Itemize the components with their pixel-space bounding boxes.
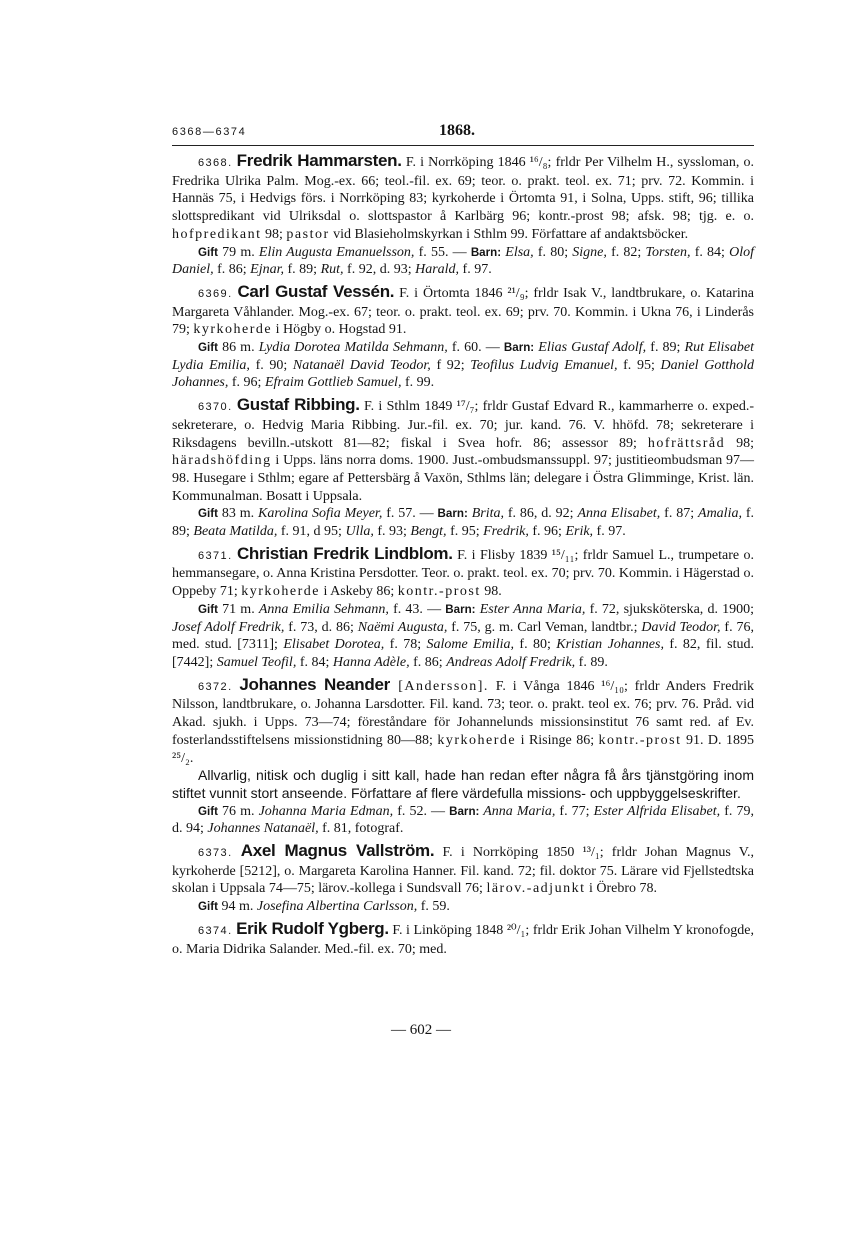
family-line: Gift 71 m. Anna Emilia Sehmann, f. 43. — Barn: Ester Anna Maria, f. 72, sjuksköterska, d. 1900; Josef Adolf Fredrik, f. 73, d. 86; Naëmi Augusta, f. 75, g. m. Carl Veman, landtbr.; David Teodor, f. 76, med. stud. [7311]; Elisabet Dorotea, f. 78; Salome Emilia, f. 80; Kristian Johannes, f. 82, fil. stud. [7442]; Samuel Teofil, f. 84; Hanna Adèle, f. 86; Andreas Adolf Fredrik, f. 89. (172, 601, 755, 670)
page-number: — 602 — (391, 1022, 451, 1038)
family-line: Gift 83 m. Karolina Sofia Meyer, f. 57. — Barn: Brita, f. 86, d. 92; Anna Elisabet, f. 87; Amalia, f. 89; Beata Matilda, f. 91, d 95; Ulla, f. 93; Bengt, f. 95; Fredrik, f. 96; Erik, f. 97. (172, 506, 755, 540)
entry-bio: 6374. Erik Rudolf Ygberg. F. i Linköping 1848 ²⁰/₁; frldr Erik Johan Vilhelm Y kronofogde, o. Maria Didrika Salander. Med.-fil. ex. 70; med. (172, 918, 755, 957)
entry-number: 6373. (198, 847, 233, 860)
entry-number: 6368. (198, 157, 233, 169)
entry-bio: 6370. Gustaf Ribbing. F. i Sthlm 1849 ¹⁷/₇; frldr Gustaf Edvard R., kammarherre o. exped.-sekreterare, o. Hedvig Maria Ribbing. Jur.-fil. ex. 70; jur. kand. 76. V. hhöfd. 78; sekreterare i Riksdagens bevilln.-utskott 81—82; fiskal i Svea hofr. 86; assessor 89; hofrättsråd 98; häradshöfding i Upps. läns norra doms. 1900. Just.-ombudsmanssuppl. 97; justitieombudsman 97—98. Husegare i Sthlm; egare af Pettersbärg å Vaxön, Sthlms län; delegare i Östra Glimminge, Krist. län. Kommunalman. Bosatt i Uppsala. (172, 395, 755, 504)
entries-column (172, 152, 754, 962)
entry-number: 6372. (198, 680, 233, 693)
entry-6372 (172, 676, 754, 838)
entry-name: Erik Rudolf Ygberg. (236, 918, 389, 938)
entry-bio: 6373. Axel Magnus Vallström. F. i Norrköping 1850 ¹³/₁; frldr Johan Magnus V., kyrkoherde [5212], o. Margareta Karolina Hanner. Fil. kand. 72; fil. doktor 75. Lärare vid Fjellstedtska skolan i Uppsala 74—75; lärov.-kollega i Sundsvall 76; lärov.-adjunkt i Örebro 78. (172, 841, 755, 897)
entry-6374 (172, 920, 754, 958)
entry-bio: 6371. Christian Fredrik Lindblom. F. i Flisby 1839 ¹⁵/₁₁; frldr Samuel L., trumpetare o. hemmansegare, o. Anna Kristina Persdotter. Teor. o. prakt. teol. ex. 70; prv. 70. Kommin. i Hägerstad o. Oppeby 71; kyrkoherde i Askeby 86; kontr.-prost 98. (172, 543, 755, 600)
entry-bio: 6369. Carl Gustaf Vessén. F. i Örtomta 1846 ²¹/₉; frldr Isak V., landtbrukare, o. Katarina Margareta Våhlander. Mog.-ex. 67; teor. o. prakt. teol. ex. 69; prv. 70. Kommin. i Ukna 76, i Linderås 79; kyrkoherde i Högby o. Hogstad 91. (172, 281, 755, 338)
entry-range: 6368—6374 (172, 126, 247, 138)
entry-number: 6371. (198, 549, 233, 562)
biographical-note: Allvarlig, nitisk och duglig i sitt kall, hade han redan efter några få års tjänstgöring inom stiftet vunnit stort anseende. Författare af flere värdefulla missions- och uppbyggelseskrifter. (172, 767, 754, 801)
running-header (172, 124, 754, 144)
original-surname: [Andersson]. (389, 678, 489, 694)
entry-number: 6370. (198, 401, 233, 414)
entry-number: 6369. (198, 287, 233, 300)
family-line: Gift 94 m. Josefina Albertina Carlsson, f. 59. (198, 899, 450, 915)
entry-name: Christian Fredrik Lindblom. (236, 543, 453, 563)
entry-6373 (172, 842, 754, 916)
entry-bio: 6372. Johannes Neander [Andersson]. F. i Vånga 1846 ¹⁶/₁₀; frldr Anders Fredrik Nilsson, landtbrukare, o. Johanna Larsdotter. Fil. kand. 73; teor. o. prakt. teol ex. 76; prv. 76. Pråd. vid Akad. sjukh. i Upps. 73—74; föreståndare för Johannelunds missionsinstitut 76 samt red. af Ev. fosterlandsstiftelsens missionstidning 80—88; kyrkoherde i Risinge 86; kontr.-prost 91. D. 1895 ²⁵/₂. (172, 674, 754, 766)
entry-number: 6374. (198, 924, 233, 937)
entry-name: Carl Gustaf Vessén. (237, 281, 395, 301)
header-rule (172, 145, 754, 146)
family-line: Gift 79 m. Elin Augusta Emanuelsson, f. 55. — Barn: Elsa, f. 80; Signe, f. 82; Torsten, f. 84; Olof Daniel, f. 86; Ejnar, f. 89; Rut, f. 92, d. 93; Harald, f. 97. (172, 244, 755, 278)
entry-name: Gustaf Ribbing. (236, 395, 360, 415)
entry-name: Fredrik Hammarsten. (236, 151, 402, 170)
entry-6369 (172, 283, 754, 392)
entry-6368 (172, 152, 754, 279)
family-line: Gift 86 m. Lydia Dorotea Matilda Sehmann, f. 60. — Barn: Elias Gustaf Adolf, f. 89; Rut Elisabet Lydia Emilia, f. 90; Natanaël David Teodor, f 92; Teofilus Ludvig Emanuel, f. 95; Daniel Gotthold Johannes, f. 96; Efraim Gottlieb Samuel, f. 99. (172, 340, 754, 391)
entry-6370 (172, 396, 754, 541)
entry-name: Axel Magnus Vallström. (240, 841, 435, 861)
family-line: Gift 76 m. Johanna Maria Edman, f. 52. — Barn: Anna Maria, f. 77; Ester Alfrida Elisabet, f. 79, d. 94; Johannes Natanaël, f. 81, fotograf. (172, 803, 754, 837)
header-year: 1868. (439, 122, 475, 139)
entry-6371 (172, 545, 754, 672)
entry-name: Johannes Neander (239, 674, 390, 694)
entry-bio: 6368. Fredrik Hammarsten. F. i Norrköping 1846 ¹⁶/₈; frldr Per Vilhelm H., syssloman, o. Fredrika Ulrika Palm. Mog.-ex. 66; teol.-fil. ex. 69; teor. o. prakt. teol. ex. 71; prv. 72. Kommin. i Hannäs 75, i Hedvigs förs. i Norrköping 83; kyrkoherde i Örtomta 91, i Solna, Upps. stift, 96; tillika slottspredikant vid Ulriksdal o. slottspastor å Karlbärg 96; kontr.-prost 98; afsk. 98; tjg. e. o. hofpredikant 98; pastor vid Blasieholmskyrkan i Sthlm 99. Författare af andaktsböcker. (172, 151, 755, 242)
